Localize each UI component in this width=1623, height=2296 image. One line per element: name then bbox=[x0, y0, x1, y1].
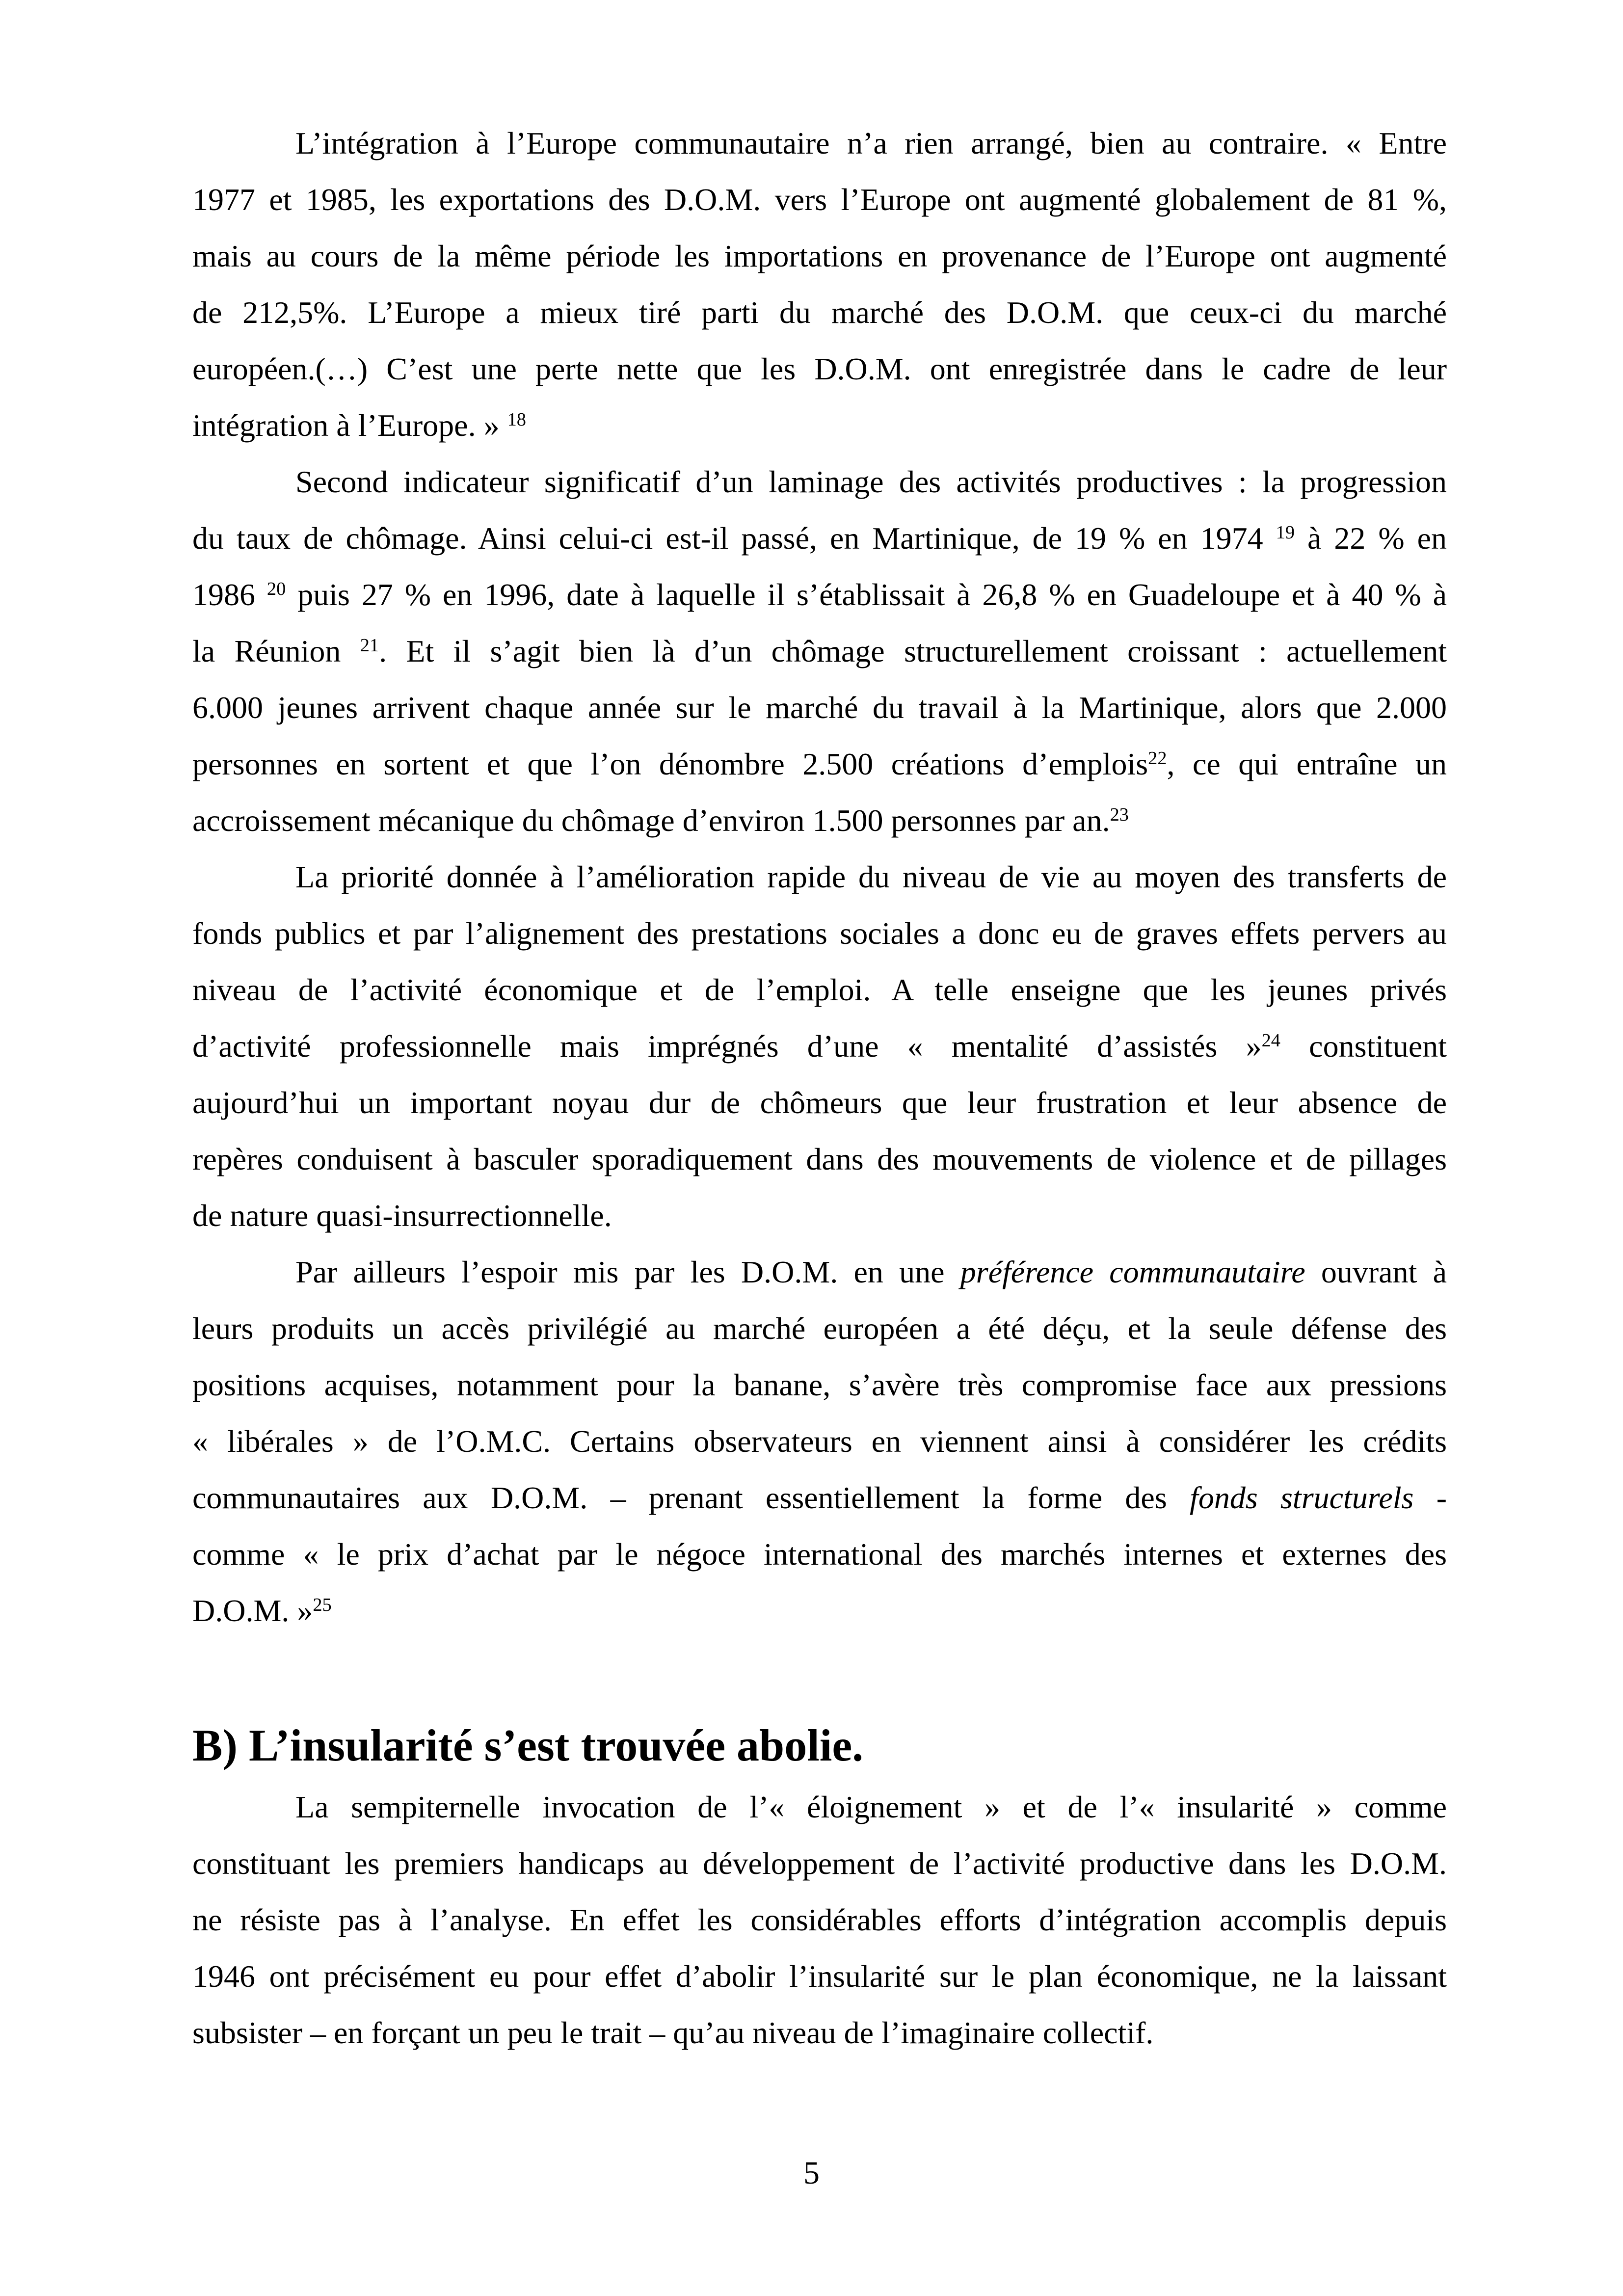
italic-phrase: préférence communautaire bbox=[960, 1255, 1305, 1289]
text-line bbox=[192, 1413, 1447, 1469]
text-line bbox=[192, 1187, 1447, 1244]
section-before-heading bbox=[192, 115, 1447, 1639]
text-run: accroissement mécanique du chômage d’environ 1.500 personnes par an. bbox=[192, 803, 1110, 838]
text-line bbox=[192, 849, 1447, 905]
text-run: . Et il s’agit bien là d’un chômage structurellement croissant : actuellement bbox=[379, 634, 1447, 668]
text-run: comme « le prix d’achat par le négoce international des marchés internes et externes des bbox=[192, 1537, 1447, 1572]
text-line bbox=[192, 1018, 1447, 1074]
italic-phrase: fonds structurels bbox=[1190, 1480, 1414, 1515]
text-line bbox=[192, 1779, 1447, 1835]
text-run: niveau de l’activité économique et de l’emploi. A telle enseigne que les jeunes privés bbox=[192, 972, 1447, 1007]
text-line bbox=[192, 1469, 1447, 1526]
text-line bbox=[192, 1526, 1447, 1582]
footnote-ref: 25 bbox=[313, 1594, 332, 1615]
text-run: L’intégration à l’Europe communautaire n’a rien arrangé, bien au contraire. « Entre bbox=[295, 126, 1447, 160]
text-run: aujourd’hui un important noyau dur de chômeurs que leur frustration et leur absence de bbox=[192, 1085, 1447, 1120]
text-run: repères conduisent à basculer sporadiquement dans des mouvements de violence et de pillages bbox=[192, 1142, 1447, 1176]
text-run: de 212,5%. L’Europe a mieux tiré parti du marché des D.O.M. que ceux-ci du marché bbox=[192, 295, 1447, 330]
text-line bbox=[192, 284, 1447, 341]
text-run: ouvrant à bbox=[1305, 1255, 1447, 1289]
text-line bbox=[192, 566, 1447, 623]
text-run: La sempiternelle invocation de l’« éloignement » et de l’« insularité » comme bbox=[295, 1789, 1447, 1824]
text-run: de nature quasi-insurrectionnelle. bbox=[192, 1198, 612, 1233]
text-line bbox=[192, 228, 1447, 284]
text-run: la Réunion bbox=[192, 634, 360, 668]
text-run: européen.(…) C’est une perte nette que les D.O.M. ont enregistrée dans le cadre de leur bbox=[192, 351, 1447, 386]
text-line bbox=[192, 397, 1447, 454]
text-line bbox=[192, 792, 1447, 849]
text-line bbox=[192, 1244, 1447, 1300]
text-run: subsister – en forçant un peu le trait – qu’au niveau de l’imaginaire collectif. bbox=[192, 2015, 1154, 2050]
footnote-ref: 21 bbox=[360, 635, 379, 656]
para-integration-europe bbox=[192, 115, 1447, 454]
section-heading: B) L’insularité s’est trouvée abolie. bbox=[192, 1720, 864, 1770]
section-after-heading bbox=[192, 1779, 1447, 2061]
text-run: intégration à l’Europe. » bbox=[192, 408, 507, 443]
text-run: constituent bbox=[1280, 1029, 1447, 1064]
footnote-ref: 24 bbox=[1261, 1030, 1280, 1051]
text-line bbox=[192, 171, 1447, 228]
text-run: puis 27 % en 1996, date à laquelle il s’établissait à 26,8 % en Guadeloupe et à 40 % à bbox=[286, 577, 1447, 612]
footnote-ref: 18 bbox=[507, 409, 526, 430]
text-run: constituant les premiers handicaps au développement de l’activité productive dans les D.O.M. bbox=[192, 1846, 1447, 1881]
footnote-ref: 23 bbox=[1110, 804, 1129, 825]
text-run: Second indicateur significatif d’un laminage des activités productives : la progression bbox=[295, 464, 1447, 499]
text-run: personnes en sortent et que l’on dénombre 2.500 créations d’emplois bbox=[192, 747, 1148, 781]
text-run: leurs produits un accès privilégié au marché européen a été déçu, et la seule défense des bbox=[192, 1311, 1447, 1346]
page-number: 5 bbox=[803, 2155, 820, 2191]
text-line bbox=[192, 115, 1447, 171]
text-run: D.O.M. » bbox=[192, 1593, 313, 1628]
text-run: 1946 ont précisément eu pour effet d’abolir l’insularité sur le plan économique, ne la laissant bbox=[192, 1959, 1447, 1994]
text-run: 6.000 jeunes arrivent chaque année sur le marché du travail à la Martinique, alors que 2.000 bbox=[192, 690, 1447, 725]
text-run: Par ailleurs l’espoir mis par les D.O.M. en une bbox=[295, 1255, 960, 1289]
text-line bbox=[192, 2004, 1447, 2061]
footnote-ref: 19 bbox=[1276, 522, 1295, 543]
text-line bbox=[192, 1582, 1447, 1639]
para-effets-pervers bbox=[192, 849, 1447, 1244]
text-run: à 22 % en bbox=[1295, 521, 1447, 556]
text-run: « libérales » de l’O.M.C. Certains observateurs en viennent ainsi à considérer les crédits bbox=[192, 1424, 1447, 1459]
text-run: - bbox=[1413, 1480, 1447, 1515]
text-line bbox=[192, 961, 1447, 1018]
text-run: d’activité professionnelle mais imprégnés d’une « mentalité d’assistés » bbox=[192, 1029, 1262, 1064]
para-taux-de-chomage bbox=[192, 454, 1447, 849]
text-run: ne résiste pas à l’analyse. En effet les considérables efforts d’intégration accomplis depuis bbox=[192, 1902, 1447, 1937]
text-line bbox=[192, 1131, 1447, 1187]
text-run: La priorité donnée à l’amélioration rapide du niveau de vie au moyen des transferts de bbox=[295, 859, 1447, 894]
text-line bbox=[192, 1074, 1447, 1131]
text-line bbox=[192, 679, 1447, 736]
text-run: du taux de chômage. Ainsi celui-ci est-il passé, en Martinique, de 19 % en 1974 bbox=[192, 521, 1276, 556]
text-run: fonds publics et par l’alignement des prestations sociales a donc eu de graves effets pervers au bbox=[192, 916, 1447, 951]
footnote-ref: 22 bbox=[1148, 748, 1167, 769]
text-run: mais au cours de la même période les importations en provenance de l’Europe ont augmenté bbox=[192, 239, 1447, 273]
footnote-ref: 20 bbox=[266, 578, 286, 599]
text-run: 1977 et 1985, les exportations des D.O.M. vers l’Europe ont augmenté globalement de 81 %, bbox=[192, 182, 1447, 217]
text-line bbox=[192, 454, 1447, 510]
body-text bbox=[192, 115, 1447, 2061]
text-line bbox=[192, 1300, 1447, 1357]
text-run: , ce qui entraîne un bbox=[1167, 747, 1447, 781]
text-line bbox=[192, 1892, 1447, 1948]
text-run: positions acquises, notamment pour la banane, s’avère très compromise face aux pressions bbox=[192, 1367, 1447, 1402]
text-line bbox=[192, 510, 1447, 566]
para-preference-communautaire bbox=[192, 1244, 1447, 1639]
text-line bbox=[192, 341, 1447, 397]
para-insularite-abolie bbox=[192, 1779, 1447, 2061]
text-line bbox=[192, 1357, 1447, 1413]
text-run: 1986 bbox=[192, 577, 267, 612]
text-line bbox=[192, 623, 1447, 679]
text-run: communautaires aux D.O.M. – prenant essentiellement la forme des bbox=[192, 1480, 1190, 1515]
text-line bbox=[192, 1948, 1447, 2004]
text-line bbox=[192, 736, 1447, 792]
text-line bbox=[192, 905, 1447, 961]
text-line bbox=[192, 1835, 1447, 1892]
